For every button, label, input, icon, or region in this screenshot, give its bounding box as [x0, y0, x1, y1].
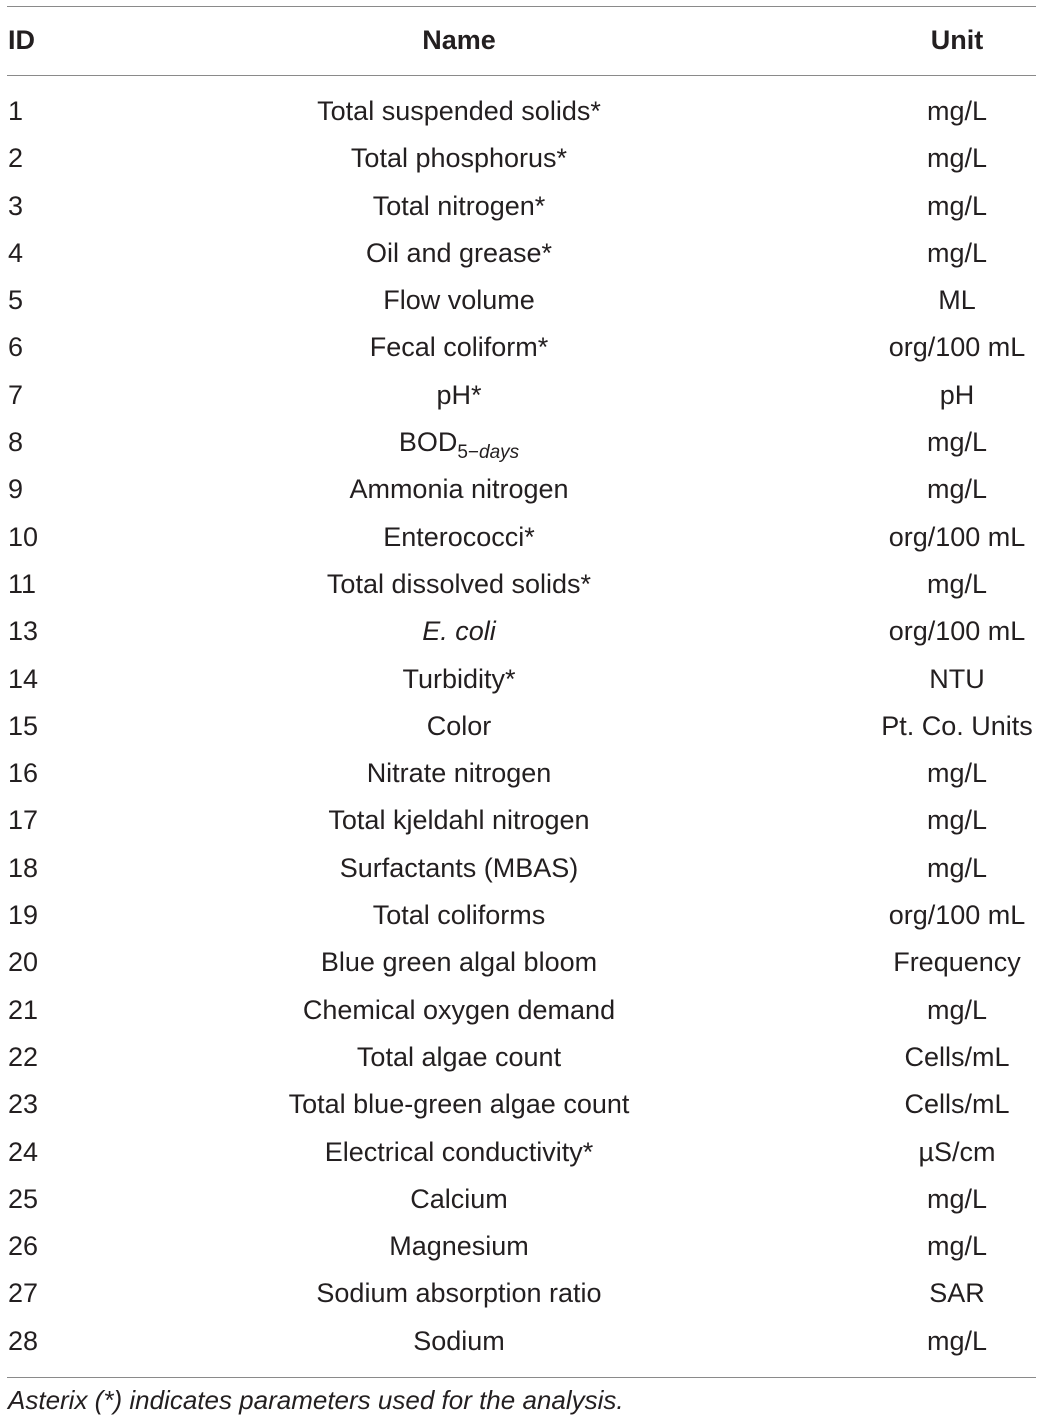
- table-row: [0, 892, 1042, 939]
- table-row: [0, 1270, 1042, 1317]
- table-row: [0, 419, 1042, 466]
- cell-id: 6: [8, 332, 24, 363]
- cell-name: Color: [426, 710, 492, 741]
- cell-name: Ammonia nitrogen: [349, 474, 569, 505]
- cell-id: 22: [8, 1041, 39, 1072]
- cell-unit: Cells/mL: [904, 1089, 1010, 1120]
- cell-unit: ML: [938, 285, 976, 316]
- table-row: [0, 372, 1042, 419]
- table-row: [0, 797, 1042, 844]
- header-unit: Unit: [930, 25, 984, 55]
- cell-id: 21: [8, 994, 39, 1025]
- cell-id: 24: [8, 1136, 39, 1167]
- cell-name: Total nitrogen*: [372, 190, 546, 221]
- table-row: [0, 987, 1042, 1034]
- cell-id: 17: [8, 805, 39, 836]
- cell-id: 20: [8, 947, 39, 978]
- cell-name: Magnesium: [389, 1231, 529, 1262]
- cell-unit: org/100 mL: [888, 521, 1026, 552]
- cell-name: Turbidity*: [402, 663, 516, 694]
- table-row: [0, 1223, 1042, 1270]
- cell-unit: mg/L: [926, 1183, 988, 1214]
- cell-id: 2: [8, 143, 24, 174]
- cell-id: 5: [8, 285, 24, 316]
- table-bottom-rule: [7, 1377, 1036, 1378]
- table-row: [0, 608, 1042, 655]
- cell-unit: mg/L: [926, 1325, 988, 1356]
- table-row: [0, 750, 1042, 797]
- table-row: [0, 324, 1042, 371]
- cell-name-base: BOD: [398, 427, 458, 458]
- cell-name: Calcium: [410, 1183, 508, 1214]
- table-row: [0, 1176, 1042, 1223]
- cell-id: 3: [8, 190, 24, 221]
- cell-id: 13: [8, 616, 39, 647]
- cell-name: Enterococci*: [383, 521, 535, 552]
- cell-name: Total phosphorus*: [350, 143, 568, 174]
- cell-id: 16: [8, 758, 39, 789]
- table-row: [0, 1129, 1042, 1176]
- cell-unit: org/100 mL: [888, 332, 1026, 363]
- cell-name: Total coliforms: [372, 900, 546, 931]
- cell-name-subscript: [457, 442, 519, 463]
- table-row: [0, 277, 1042, 324]
- cell-id: 4: [8, 237, 24, 268]
- cell-unit: µS/cm: [918, 1136, 996, 1167]
- cell-id: 8: [8, 427, 24, 458]
- table-row: [0, 939, 1042, 986]
- cell-unit: mg/L: [926, 474, 988, 505]
- cell-name: Total algae count: [356, 1041, 562, 1072]
- cell-id: 19: [8, 900, 39, 931]
- cell-unit: mg/L: [926, 190, 988, 221]
- cell-unit: NTU: [929, 663, 985, 694]
- cell-unit: mg/L: [926, 852, 988, 883]
- table-row: [0, 1081, 1042, 1128]
- cell-id: 15: [8, 710, 39, 741]
- subscript-prefix: 5−: [457, 442, 480, 464]
- header-id: ID: [8, 25, 35, 55]
- cell-unit: mg/L: [926, 758, 988, 789]
- cell-name: Oil and grease*: [365, 237, 553, 268]
- cell-id: 26: [8, 1231, 39, 1262]
- table-row: [0, 88, 1042, 135]
- cell-unit: Pt. Co. Units: [881, 710, 1033, 741]
- subscript-italic: days: [479, 442, 520, 464]
- cell-unit: mg/L: [926, 143, 988, 174]
- cell-unit: mg/L: [926, 96, 988, 126]
- header-name: Name: [422, 25, 496, 55]
- table-footnote: Asterix (*) indicates parameters used for the analysis.: [8, 1385, 624, 1415]
- cell-unit: pH: [939, 379, 975, 410]
- cell-name: Nitrate nitrogen: [366, 758, 552, 789]
- cell-name: Surfactants (MBAS): [339, 852, 579, 883]
- cell-name: E. coli: [422, 616, 496, 647]
- cell-name: pH*: [436, 379, 482, 410]
- cell-name: Blue green algal bloom: [320, 947, 598, 978]
- cell-unit: mg/L: [926, 568, 988, 599]
- cell-id: 25: [8, 1183, 39, 1214]
- cell-unit: org/100 mL: [888, 900, 1026, 931]
- cell-id: 23: [8, 1089, 39, 1120]
- cell-name: Sodium absorption ratio: [316, 1278, 602, 1309]
- cell-name: [259, 419, 659, 466]
- cell-id: 14: [8, 663, 39, 694]
- cell-id: 7: [8, 379, 24, 410]
- cell-unit: mg/L: [926, 427, 988, 458]
- table-row: [0, 1034, 1042, 1081]
- cell-unit: Cells/mL: [904, 1041, 1010, 1072]
- table-row: [0, 183, 1042, 230]
- cell-name: Electrical conductivity*: [324, 1136, 594, 1167]
- cell-id: 28: [8, 1325, 39, 1356]
- table-row: [0, 135, 1042, 182]
- cell-id: 18: [8, 852, 39, 883]
- cell-unit: mg/L: [926, 994, 988, 1025]
- cell-name: Chemical oxygen demand: [302, 994, 616, 1025]
- cell-unit: Frequency: [893, 947, 1021, 978]
- cell-unit: SAR: [929, 1278, 985, 1309]
- cell-id: 10: [8, 521, 39, 552]
- cell-id: 11: [8, 568, 37, 599]
- cell-unit: mg/L: [926, 1231, 988, 1262]
- table-row: [0, 466, 1042, 513]
- table-row: [0, 656, 1042, 703]
- table-row: [0, 1318, 1042, 1365]
- table-row: [0, 845, 1042, 892]
- cell-name: Fecal coliform*: [369, 332, 549, 363]
- cell-unit: org/100 mL: [888, 616, 1026, 647]
- table-body: [0, 88, 1042, 1365]
- cell-name: Flow volume: [383, 285, 535, 316]
- cell-name: Total suspended solids*: [317, 96, 601, 126]
- cell-id: 27: [8, 1278, 39, 1309]
- table-row: [0, 703, 1042, 750]
- cell-name: Total kjeldahl nitrogen: [328, 805, 590, 836]
- cell-name: Total blue-green algae count: [288, 1089, 630, 1120]
- table-header: [0, 6, 1042, 75]
- cell-unit: mg/L: [926, 237, 988, 268]
- cell-id: 1: [8, 96, 24, 126]
- cell-id: 9: [8, 474, 24, 505]
- cell-name: Sodium: [413, 1325, 505, 1356]
- table-row: [0, 561, 1042, 608]
- table-row: [0, 514, 1042, 561]
- cell-unit: mg/L: [926, 805, 988, 836]
- table-header-rule: [7, 75, 1036, 76]
- cell-name: Total dissolved solids*: [326, 568, 592, 599]
- table-row: [0, 230, 1042, 277]
